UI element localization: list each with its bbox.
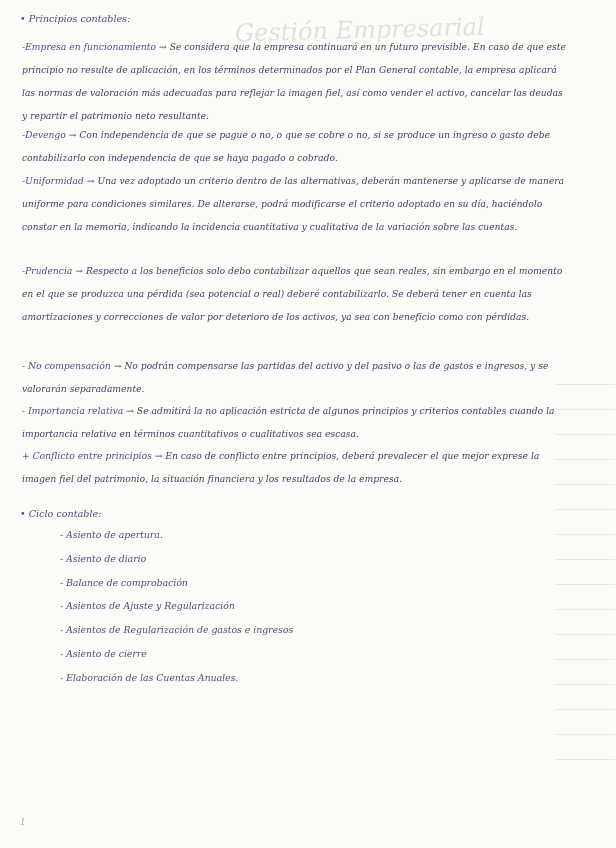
principle-label: -Prudencia [22,267,73,277]
principle-label: - No compensación [22,362,111,372]
principle-text: → Respecto a los beneficios solo debo contabilizar aquellos que sean reales, sin embargo en el momento en el que se produzca una pérdida (sea potencial o real) deberé contabilizarlo. Se deberá tener en cuenta las amortizaciones y correcciones de valor por deterioro de los activos, ya sea con beneficio como con pérdidas. [22,267,563,323]
principle-text: → Se considera que la empresa continuará en un futuro previsible. En caso de que este principio no resulte de aplicación, en los términos determinados por el Plan General contable, la empresa aplicará las normas de valoración más adecuadas para reflejar la imagen fiel, así como vender el activo, cancelar las deudas y repartir el patrimonio neto resultante. [22,43,566,122]
cycle-item-balance: - Balance de comprobación [60,577,188,589]
cycle-item-cierre: - Asiento de cierre [60,648,147,660]
principle-label: -Empresa en funcionamiento [22,43,157,53]
principle-importancia-relativa [22,401,570,447]
principle-uniformidad [22,171,570,240]
principle-text: → Se admitirá la no aplicación estricta de algunos principios y criterios contables cuando la importancia relativa en términos cuantitativos o cualitativos sea escasa. [22,407,555,440]
principle-label: + Conflicto entre principios [22,452,152,462]
principle-no-compensacion [22,356,570,402]
bleed-through-watermark: Gestión Empresarial [234,12,485,48]
principle-text: → No podrán compensarse las partidas del activo y del pasivo o las de gastos e ingresos, y se valorarán separadamente. [22,362,549,395]
cycle-title: • Ciclo contable: [20,509,102,520]
principle-empresa-funcionamiento [22,37,570,129]
cycle-list [60,524,293,691]
principle-label: - Importancia relativa [22,407,124,417]
principles-title: • Principios contables: [20,14,131,25]
principle-text: → En caso de conflicto entre principios, deberá prevalecer el que mejor exprese la imagen fiel del patrimonio, la situación financiera y los resultados de la empresa. [22,452,540,485]
cycle-item-apertura: - Asiento de apertura. [60,530,163,541]
principle-text: → Una vez adoptado un criterio dentro de las alternativas, deberán mantenerse y aplicarse de manera uniforme para condiciones similares. De alterarse, podrá modificarse el criterio adoptado en su día, haciéndolo constar en la memoria, indicando la incidencia cuantitativa y cualitativa de la variación sobre las cuentas. [22,177,565,233]
principle-label: -Uniformidad [22,177,84,187]
cycle-item-cuentas-anuales: - Elaboración de las Cuentas Anuales. [60,672,239,684]
principle-text: → Con independencia de que se pague o no, o que se cobre o no, si se produce un ingreso o gasto debe contabilizarlo con independencia de que se haya pagado o cobrado. [22,131,550,164]
principle-label: -Devengo [22,131,66,141]
principle-prudencia [22,261,570,330]
cycle-item-ajuste: - Asientos de Ajuste y Regularización [60,601,235,613]
principle-conflicto [22,446,570,492]
principle-devengo [22,125,570,171]
page-number: 1 [20,818,26,828]
cycle-item-diario: - Asiento de diario [60,553,147,565]
cycle-item-regularizacion: - Asientos de Regularización de gastos e ingresos [60,625,294,637]
